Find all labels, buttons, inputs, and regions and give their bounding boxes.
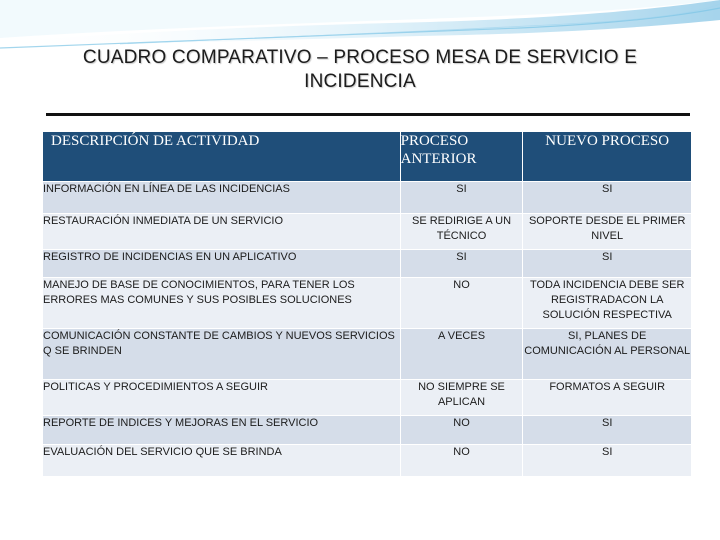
header-nuevo-proceso: NUEVO PROCESO bbox=[523, 132, 691, 181]
cell-actividad: COMUNICACIÓN CONSTANTE DE CAMBIOS Y NUEVOS SERVICIOS Q SE BRINDEN bbox=[43, 329, 400, 379]
cell-actividad: REPORTE DE INDICES Y MEJORAS EN EL SERVICIO bbox=[43, 416, 400, 444]
cell-nuevo-proceso: FORMATOS A SEGUIR bbox=[523, 380, 691, 415]
table-row bbox=[43, 278, 691, 328]
table-row bbox=[43, 380, 691, 415]
cell-proceso-anterior: NO bbox=[401, 416, 523, 444]
table-header-row bbox=[43, 132, 691, 181]
cell-actividad: INFORMACIÓN EN LÍNEA DE LAS INCIDENCIAS bbox=[43, 182, 400, 213]
cell-actividad: POLITICAS Y PROCEDIMIENTOS A SEGUIR bbox=[43, 380, 400, 415]
cell-nuevo-proceso: SI bbox=[523, 250, 691, 277]
cell-proceso-anterior: SI bbox=[401, 182, 523, 213]
cell-actividad: MANEJO DE BASE DE CONOCIMIENTOS, PARA TENER LOS ERRORES MAS COMUNES Y SUS POSIBLES SOLUCIONES bbox=[43, 278, 400, 328]
page-title: CUADRO COMPARATIVO – PROCESO MESA DE SERVICIO E INCIDENCIA bbox=[82, 47, 638, 92]
cell-proceso-anterior: NO bbox=[401, 278, 523, 328]
cell-actividad: RESTAURACIÓN INMEDIATA DE UN SERVICIO bbox=[43, 214, 400, 249]
header-descripcion: DESCRIPCIÓN DE ACTIVIDAD bbox=[43, 132, 400, 181]
cell-nuevo-proceso: SOPORTE DESDE EL PRIMER NIVEL bbox=[523, 214, 691, 249]
cell-nuevo-proceso: SI bbox=[523, 416, 691, 444]
cell-nuevo-proceso: SI bbox=[523, 445, 691, 476]
cell-proceso-anterior: SI bbox=[401, 250, 523, 277]
table-row bbox=[43, 445, 691, 476]
table-row bbox=[43, 250, 691, 277]
cell-actividad: EVALUACIÓN DEL SERVICIO QUE SE BRINDA bbox=[43, 445, 400, 476]
header-proceso-anterior: PROCESO ANTERIOR bbox=[401, 132, 523, 181]
cell-proceso-anterior: NO bbox=[401, 445, 523, 476]
cell-proceso-anterior: A VECES bbox=[401, 329, 523, 379]
table-row bbox=[43, 182, 691, 213]
title-divider bbox=[46, 113, 690, 116]
cell-nuevo-proceso: SI, PLANES DE COMUNICACIÓN AL PERSONAL bbox=[523, 329, 691, 379]
comparison-table bbox=[42, 131, 692, 477]
table-row bbox=[43, 416, 691, 444]
table-row bbox=[43, 329, 691, 379]
cell-nuevo-proceso: SI bbox=[523, 182, 691, 213]
cell-actividad: REGISTRO DE INCIDENCIAS EN UN APLICATIVO bbox=[43, 250, 400, 277]
cell-proceso-anterior: SE REDIRIGE A UN TÉCNICO bbox=[401, 214, 523, 249]
cell-nuevo-proceso: TODA INCIDENCIA DEBE SER REGISTRADACON LA SOLUCIÓN RESPECTIVA bbox=[523, 278, 691, 328]
cell-proceso-anterior: NO SIEMPRE SE APLICAN bbox=[401, 380, 523, 415]
table-row bbox=[43, 214, 691, 249]
